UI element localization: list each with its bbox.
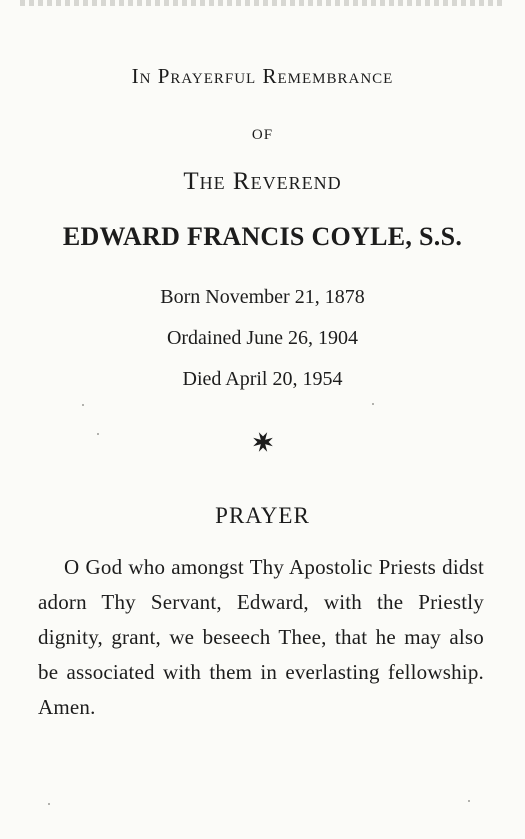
deceased-name: EDWARD FRANCIS COYLE, S.S. — [62, 222, 463, 251]
prayer-text: O God who amongst Thy Apostolic Priests didst adorn Thy Servant, Edward, with the Priestly dignity, grant, we beseech Thee, that he may also be associated with them in everlasting fellowship. Amen. — [38, 555, 484, 719]
paper-speck — [97, 433, 99, 435]
remembrance-heading: In Prayerful Remembrance — [131, 64, 394, 88]
paper-speck — [372, 403, 374, 405]
of-line: of — [251, 120, 274, 144]
cross-pattee-icon — [0, 430, 525, 460]
death-date: Died April 20, 1954 — [182, 368, 343, 390]
paper-speck — [468, 800, 470, 802]
reverend-title: The Reverend — [183, 168, 342, 195]
prayer-heading: PRAYER — [215, 503, 310, 528]
ordination-date: Ordained June 26, 1904 — [166, 327, 359, 349]
paper-speck — [48, 803, 50, 805]
paper-speck — [82, 404, 84, 406]
birth-date: Born November 21, 1878 — [160, 286, 365, 308]
top-edge-printed-border — [20, 0, 505, 6]
